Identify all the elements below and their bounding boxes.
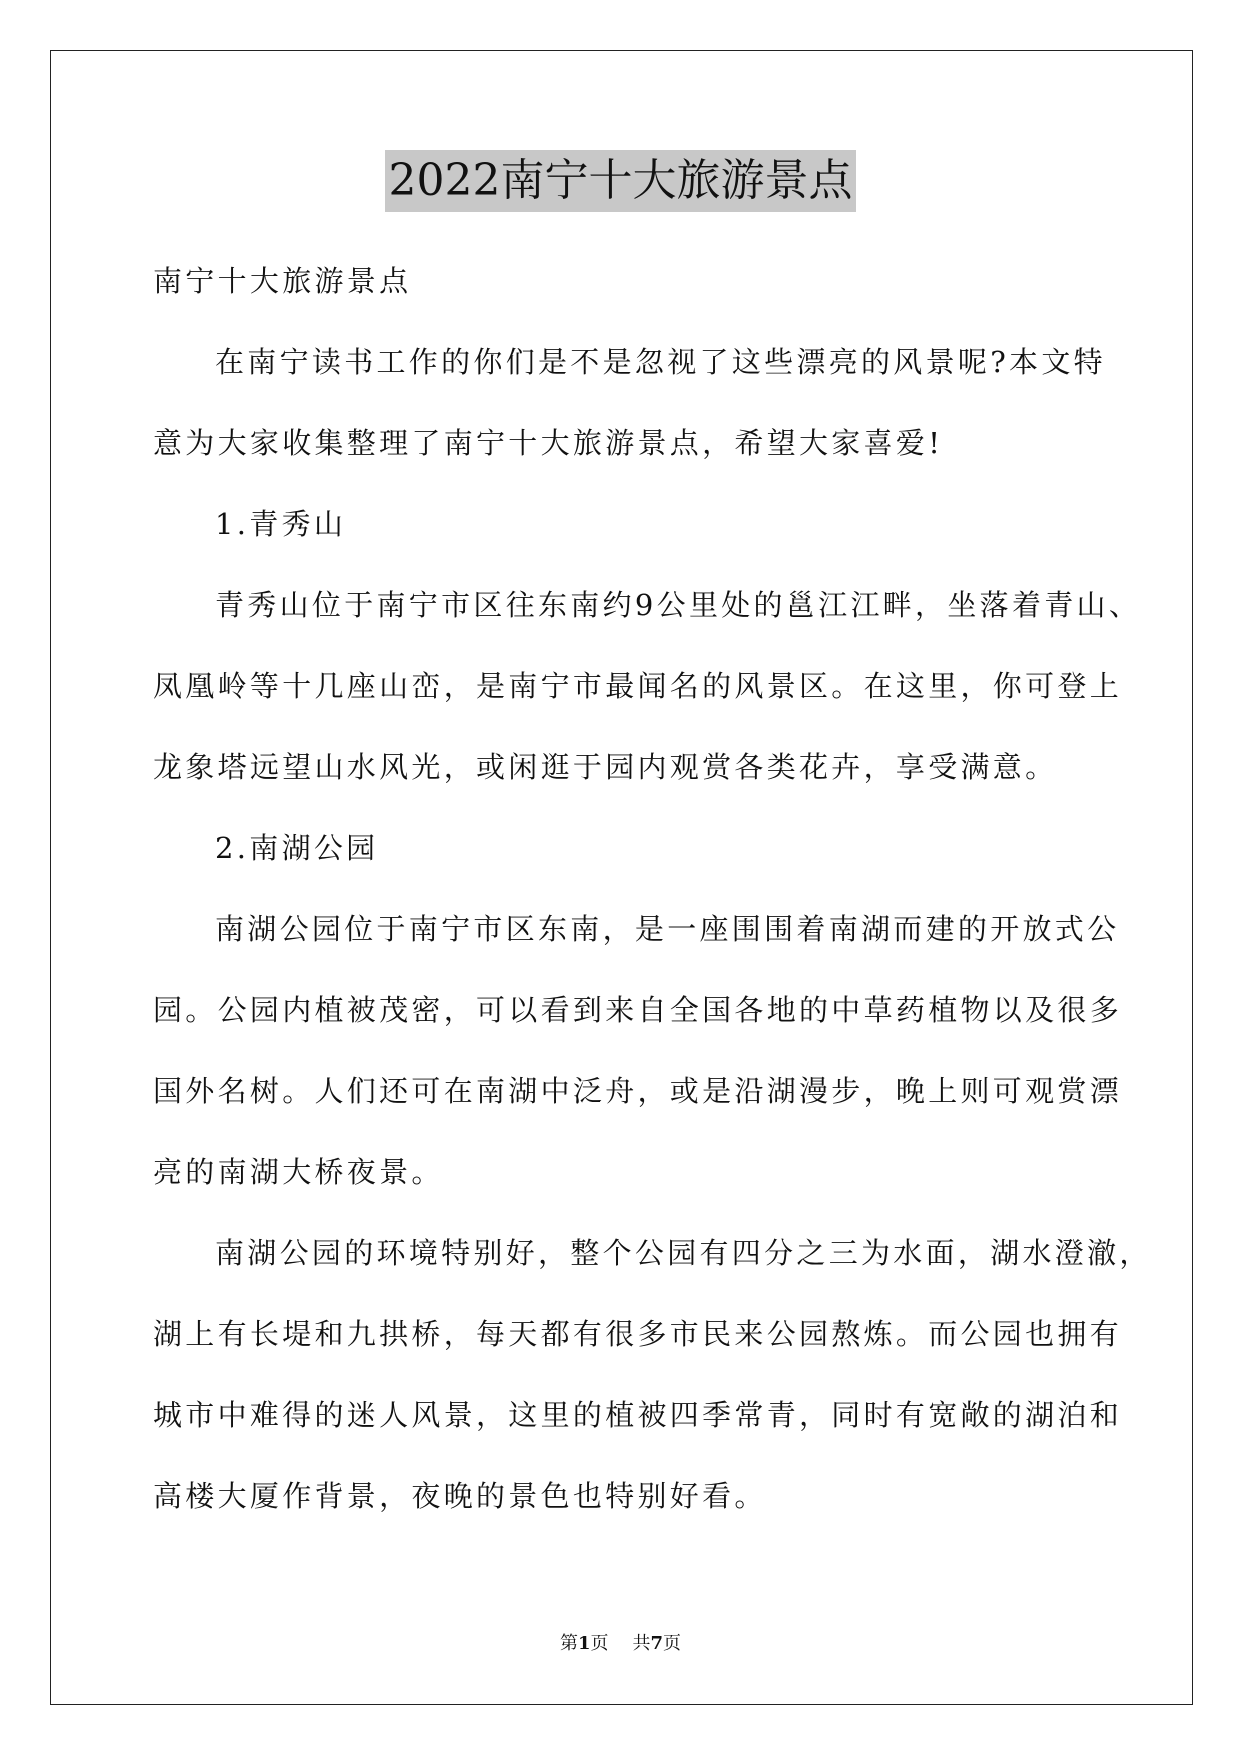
text-line: 意为大家收集整理了南宁十大旅游景点，希望大家喜爱!	[153, 426, 944, 460]
text-line: 湖上有长堤和九拱桥，每天都有很多市民来公园熬炼。而公园也拥有	[153, 1317, 1123, 1351]
text-line: 国外名树。人们还可在南湖中泛舟，或是沿湖漫步，晚上则可观赏漂	[153, 1074, 1123, 1108]
total-suffix: 页	[663, 1633, 682, 1654]
text-line: 青秀山位于南宁市区往东南约9公里处的邕江江畔，坐落着青山、	[215, 588, 1142, 622]
text-line: 南湖公园位于南宁市区东南，是一座围围着南湖而建的开放式公	[215, 912, 1120, 946]
text-line: 园。公园内植被茂密，可以看到来自全国各地的中草药植物以及很多	[153, 993, 1123, 1027]
total-pages: 7	[650, 1633, 664, 1654]
page-footer	[0, 1632, 1241, 1656]
page-number: 1	[577, 1633, 591, 1654]
document-title: 2022南宁十大旅游景点	[385, 150, 857, 212]
page-suffix: 页	[590, 1633, 609, 1654]
text-line: 亮的南湖大桥夜景。	[153, 1155, 444, 1189]
document-body	[153, 241, 1152, 1537]
text-line: 城市中难得的迷人风景，这里的植被四季常青，同时有宽敞的湖泊和	[153, 1398, 1123, 1432]
total-prefix: 共	[632, 1633, 651, 1654]
section-heading: 2.南湖公园	[215, 831, 379, 865]
text-line: 在南宁读书工作的你们是不是忽视了这些漂亮的风景呢?本文特	[215, 345, 1106, 379]
page-prefix: 第	[559, 1633, 578, 1654]
title-container	[0, 150, 1241, 212]
section-heading: 1.青秀山	[215, 507, 347, 541]
text-line: 龙象塔远望山水风光，或闲逛于园内观赏各类花卉，享受满意。	[153, 750, 1058, 784]
text-line: 南宁十大旅游景点	[153, 264, 412, 298]
text-line: 高楼大厦作背景，夜晚的景色也特别好看。	[153, 1479, 767, 1513]
text-line: 南湖公园的环境特别好，整个公园有四分之三为水面，湖水澄澈，	[215, 1236, 1152, 1270]
text-line: 凤凰岭等十几座山峦，是南宁市最闻名的风景区。在这里，你可登上	[153, 669, 1123, 703]
